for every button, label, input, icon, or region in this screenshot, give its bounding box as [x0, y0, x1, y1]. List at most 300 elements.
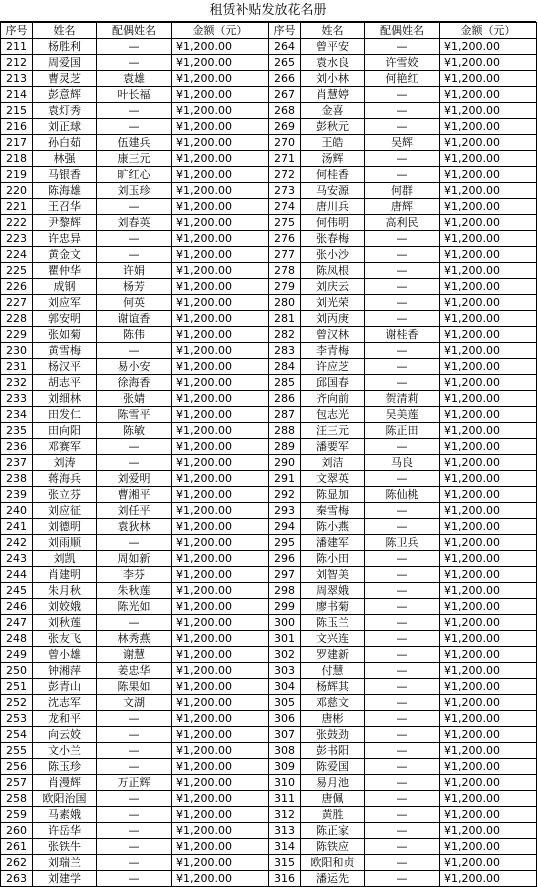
spouse-cell: 陈正田: [365, 423, 440, 439]
no-cell: 299: [269, 599, 301, 615]
name-cell: 林强: [33, 151, 97, 167]
spouse-cell: 谢慧: [97, 647, 172, 663]
spouse-cell: 康三元: [97, 151, 172, 167]
name-cell: 刘建学: [33, 871, 97, 887]
no-cell: 315: [269, 855, 301, 871]
name-cell: 龙和平: [33, 711, 97, 727]
spouse-cell: —: [365, 359, 440, 375]
no-cell: 269: [269, 119, 301, 135]
no-cell: 288: [269, 423, 301, 439]
name-cell: 金喜: [301, 103, 365, 119]
amount-cell: ¥1,200.00: [440, 599, 537, 615]
table-row: [1, 359, 537, 375]
no-cell: 305: [269, 695, 301, 711]
no-cell: 309: [269, 759, 301, 775]
amount-cell: ¥1,200.00: [440, 247, 537, 263]
spouse-cell: —: [97, 199, 172, 215]
name-cell: 陈海雄: [33, 183, 97, 199]
spouse-cell: 陈伟: [97, 327, 172, 343]
name-cell: 曾平安: [301, 39, 365, 55]
no-cell: 316: [269, 871, 301, 887]
no-cell: 285: [269, 375, 301, 391]
no-cell: 301: [269, 631, 301, 647]
amount-cell: ¥1,200.00: [440, 231, 537, 247]
no-cell: 213: [1, 71, 33, 87]
name-cell: 刘正球: [33, 119, 97, 135]
name-cell: 潘要军: [301, 439, 365, 455]
name-cell: 刘庆云: [301, 279, 365, 295]
amount-cell: ¥1,200.00: [440, 487, 537, 503]
amount-cell: ¥1,200.00: [172, 391, 269, 407]
amount-cell: ¥1,200.00: [440, 583, 537, 599]
amount-cell: ¥1,200.00: [440, 423, 537, 439]
amount-cell: ¥1,200.00: [440, 375, 537, 391]
table-row: [1, 855, 537, 871]
table-row: [1, 775, 537, 791]
spouse-cell: —: [97, 743, 172, 759]
name-cell: 彭秋元: [301, 119, 365, 135]
name-cell: 肖建明: [33, 567, 97, 583]
spouse-cell: —: [365, 279, 440, 295]
spouse-cell: —: [97, 39, 172, 55]
no-cell: 312: [269, 807, 301, 823]
spouse-cell: 袁雄: [97, 71, 172, 87]
name-cell: 蒋海兵: [33, 471, 97, 487]
amount-cell: ¥1,200.00: [172, 103, 269, 119]
header-cell-no-left: 序号: [1, 23, 33, 39]
name-cell: 陈凤根: [301, 263, 365, 279]
no-cell: 226: [1, 279, 33, 295]
no-cell: 284: [269, 359, 301, 375]
table-row: [1, 631, 537, 647]
amount-cell: ¥1,200.00: [172, 135, 269, 151]
no-cell: 228: [1, 311, 33, 327]
amount-cell: ¥1,200.00: [172, 151, 269, 167]
amount-cell: ¥1,200.00: [172, 871, 269, 887]
name-cell: 秦雪梅: [301, 503, 365, 519]
no-cell: 302: [269, 647, 301, 663]
name-cell: 彭意辉: [33, 87, 97, 103]
no-cell: 258: [1, 791, 33, 807]
amount-cell: ¥1,200.00: [440, 71, 537, 87]
spouse-cell: —: [365, 519, 440, 535]
table-row: [1, 455, 537, 471]
name-cell: 刘姣娥: [33, 599, 97, 615]
no-cell: 267: [269, 87, 301, 103]
name-cell: 刘应军: [33, 295, 97, 311]
no-cell: 270: [269, 135, 301, 151]
spouse-cell: —: [365, 663, 440, 679]
spouse-cell: 陈敏: [97, 423, 172, 439]
amount-cell: ¥1,200.00: [440, 359, 537, 375]
no-cell: 295: [269, 535, 301, 551]
header-cell-amount-left: 金额（元）: [172, 23, 269, 39]
no-cell: 271: [269, 151, 301, 167]
no-cell: 218: [1, 151, 33, 167]
no-cell: 211: [1, 39, 33, 55]
amount-cell: ¥1,200.00: [172, 247, 269, 263]
no-cell: 290: [269, 455, 301, 471]
table-row: [1, 247, 537, 263]
no-cell: 217: [1, 135, 33, 151]
amount-cell: ¥1,200.00: [440, 215, 537, 231]
spouse-cell: —: [365, 119, 440, 135]
no-cell: 272: [269, 167, 301, 183]
spouse-cell: —: [365, 775, 440, 791]
no-cell: 296: [269, 551, 301, 567]
no-cell: 245: [1, 583, 33, 599]
amount-cell: ¥1,200.00: [172, 183, 269, 199]
spouse-cell: 刘任平: [97, 503, 172, 519]
no-cell: 215: [1, 103, 33, 119]
spouse-cell: —: [365, 87, 440, 103]
amount-cell: ¥1,200.00: [172, 695, 269, 711]
no-cell: 293: [269, 503, 301, 519]
no-cell: 252: [1, 695, 33, 711]
spouse-cell: —: [365, 375, 440, 391]
amount-cell: ¥1,200.00: [172, 39, 269, 55]
amount-cell: ¥1,200.00: [172, 631, 269, 647]
no-cell: 311: [269, 791, 301, 807]
spouse-cell: 谢桂香: [365, 327, 440, 343]
table-row: [1, 551, 537, 567]
no-cell: 225: [1, 263, 33, 279]
amount-cell: ¥1,200.00: [172, 87, 269, 103]
name-cell: 张春梅: [301, 231, 365, 247]
amount-cell: ¥1,200.00: [440, 151, 537, 167]
no-cell: 230: [1, 343, 33, 359]
amount-cell: ¥1,200.00: [172, 375, 269, 391]
spouse-cell: —: [365, 263, 440, 279]
amount-cell: ¥1,200.00: [172, 791, 269, 807]
spouse-cell: 袁狄林: [97, 519, 172, 535]
table-row: [1, 103, 537, 119]
no-cell: 297: [269, 567, 301, 583]
table-row: [1, 55, 537, 71]
table-row: [1, 823, 537, 839]
no-cell: 224: [1, 247, 33, 263]
amount-cell: ¥1,200.00: [440, 791, 537, 807]
no-cell: 300: [269, 615, 301, 631]
spouse-cell: —: [365, 311, 440, 327]
table-row: [1, 791, 537, 807]
spouse-cell: —: [97, 823, 172, 839]
name-cell: 周爱国: [33, 55, 97, 71]
no-cell: 303: [269, 663, 301, 679]
no-cell: 281: [269, 311, 301, 327]
spouse-cell: 旷红心: [97, 167, 172, 183]
name-cell: 刘秋莲: [33, 615, 97, 631]
no-cell: 237: [1, 455, 33, 471]
name-cell: 文兴连: [301, 631, 365, 647]
name-cell: 潘建军: [301, 535, 365, 551]
table-row: [1, 375, 537, 391]
no-cell: 274: [269, 199, 301, 215]
no-cell: 307: [269, 727, 301, 743]
spouse-cell: —: [365, 599, 440, 615]
name-cell: 张如菊: [33, 327, 97, 343]
name-cell: 刘雨顺: [33, 535, 97, 551]
amount-cell: ¥1,200.00: [440, 407, 537, 423]
name-cell: 刘丙庚: [301, 311, 365, 327]
name-cell: 刘涛: [33, 455, 97, 471]
name-cell: 刘德明: [33, 519, 97, 535]
table-row: [1, 151, 537, 167]
table-row: [1, 743, 537, 759]
spouse-cell: —: [365, 103, 440, 119]
spouse-cell: 马良: [365, 455, 440, 471]
spouse-cell: 陈卫兵: [365, 535, 440, 551]
spouse-cell: —: [97, 231, 172, 247]
amount-cell: ¥1,200.00: [440, 775, 537, 791]
spouse-cell: 万正辉: [97, 775, 172, 791]
amount-cell: ¥1,200.00: [172, 663, 269, 679]
no-cell: 266: [269, 71, 301, 87]
name-cell: 黄金文: [33, 247, 97, 263]
no-cell: 306: [269, 711, 301, 727]
spouse-cell: —: [97, 247, 172, 263]
name-cell: 齐向前: [301, 391, 365, 407]
spouse-cell: —: [365, 295, 440, 311]
no-cell: 275: [269, 215, 301, 231]
no-cell: 280: [269, 295, 301, 311]
no-cell: 227: [1, 295, 33, 311]
table-row: [1, 279, 537, 295]
amount-cell: ¥1,200.00: [440, 263, 537, 279]
amount-cell: ¥1,200.00: [172, 807, 269, 823]
name-cell: 沈志军: [33, 695, 97, 711]
amount-cell: ¥1,200.00: [172, 311, 269, 327]
name-cell: 成钢: [33, 279, 97, 295]
amount-cell: ¥1,200.00: [440, 343, 537, 359]
name-cell: 郭安明: [33, 311, 97, 327]
amount-cell: ¥1,200.00: [440, 839, 537, 855]
amount-cell: ¥1,200.00: [440, 455, 537, 471]
amount-cell: ¥1,200.00: [172, 855, 269, 871]
table-row: [1, 263, 537, 279]
table-row: [1, 647, 537, 663]
roster-body: [1, 39, 537, 887]
amount-cell: ¥1,200.00: [172, 231, 269, 247]
table-row: [1, 407, 537, 423]
no-cell: 239: [1, 487, 33, 503]
amount-cell: ¥1,200.00: [440, 311, 537, 327]
name-cell: 欧阳治国: [33, 791, 97, 807]
amount-cell: ¥1,200.00: [172, 679, 269, 695]
amount-cell: ¥1,200.00: [440, 727, 537, 743]
spouse-cell: —: [365, 871, 440, 887]
name-cell: 刘光荣: [301, 295, 365, 311]
amount-cell: ¥1,200.00: [440, 439, 537, 455]
amount-cell: ¥1,200.00: [172, 839, 269, 855]
name-cell: 马素娥: [33, 807, 97, 823]
name-cell: 汤辉: [301, 151, 365, 167]
spouse-cell: —: [365, 647, 440, 663]
no-cell: 236: [1, 439, 33, 455]
name-cell: 袁水良: [301, 55, 365, 71]
spouse-cell: —: [97, 103, 172, 119]
amount-cell: ¥1,200.00: [440, 855, 537, 871]
no-cell: 235: [1, 423, 33, 439]
amount-cell: ¥1,200.00: [440, 759, 537, 775]
spouse-cell: —: [97, 455, 172, 471]
no-cell: 219: [1, 167, 33, 183]
amount-cell: ¥1,200.00: [172, 423, 269, 439]
spouse-cell: —: [365, 631, 440, 647]
no-cell: 282: [269, 327, 301, 343]
no-cell: 244: [1, 567, 33, 583]
amount-cell: ¥1,200.00: [440, 503, 537, 519]
spouse-cell: 陈果如: [97, 679, 172, 695]
name-cell: 汪三元: [301, 423, 365, 439]
name-cell: 何伟明: [301, 215, 365, 231]
name-cell: 陈显加: [301, 487, 365, 503]
name-cell: 马银香: [33, 167, 97, 183]
amount-cell: ¥1,200.00: [172, 551, 269, 567]
amount-cell: ¥1,200.00: [172, 615, 269, 631]
name-cell: 田发仁: [33, 407, 97, 423]
table-row: [1, 215, 537, 231]
amount-cell: ¥1,200.00: [172, 455, 269, 471]
amount-cell: ¥1,200.00: [172, 775, 269, 791]
amount-cell: ¥1,200.00: [172, 823, 269, 839]
spouse-cell: 周如新: [97, 551, 172, 567]
name-cell: 钟湘萍: [33, 663, 97, 679]
amount-cell: ¥1,200.00: [172, 567, 269, 583]
spouse-cell: —: [365, 695, 440, 711]
spouse-cell: 吴辉: [365, 135, 440, 151]
spouse-cell: —: [365, 439, 440, 455]
spouse-cell: —: [365, 615, 440, 631]
spouse-cell: 姜忠华: [97, 663, 172, 679]
header-cell-no-right: 序号: [269, 23, 301, 39]
name-cell: 刘应征: [33, 503, 97, 519]
amount-cell: ¥1,200.00: [440, 551, 537, 567]
name-cell: 邓赛军: [33, 439, 97, 455]
no-cell: 292: [269, 487, 301, 503]
name-cell: 曾小雄: [33, 647, 97, 663]
amount-cell: ¥1,200.00: [172, 535, 269, 551]
name-cell: 陈爱国: [301, 759, 365, 775]
name-cell: 田向阳: [33, 423, 97, 439]
no-cell: 261: [1, 839, 33, 855]
spouse-cell: 刘春英: [97, 215, 172, 231]
name-cell: 刘小林: [301, 71, 365, 87]
amount-cell: ¥1,200.00: [440, 695, 537, 711]
no-cell: 273: [269, 183, 301, 199]
no-cell: 265: [269, 55, 301, 71]
spouse-cell: —: [365, 151, 440, 167]
no-cell: 214: [1, 87, 33, 103]
name-cell: 胡志平: [33, 375, 97, 391]
spouse-cell: 曹湘平: [97, 487, 172, 503]
table-row: [1, 423, 537, 439]
table-row: [1, 487, 537, 503]
amount-cell: ¥1,200.00: [172, 519, 269, 535]
name-cell: 黄胜: [301, 807, 365, 823]
name-cell: 黄雪梅: [33, 343, 97, 359]
table-row: [1, 231, 537, 247]
amount-cell: ¥1,200.00: [440, 55, 537, 71]
amount-cell: ¥1,200.00: [172, 167, 269, 183]
amount-cell: ¥1,200.00: [172, 263, 269, 279]
no-cell: 277: [269, 247, 301, 263]
no-cell: 294: [269, 519, 301, 535]
table-row: [1, 583, 537, 599]
amount-cell: ¥1,200.00: [440, 615, 537, 631]
name-cell: 张铁牛: [33, 839, 97, 855]
name-cell: 张友飞: [33, 631, 97, 647]
table-row: [1, 71, 537, 87]
table-row: [1, 439, 537, 455]
spouse-cell: 贺清莉: [365, 391, 440, 407]
spouse-cell: —: [365, 823, 440, 839]
no-cell: 310: [269, 775, 301, 791]
table-row: [1, 519, 537, 535]
spouse-cell: 陈光如: [97, 599, 172, 615]
table-row: [1, 295, 537, 311]
header-cell-name-right: 姓名: [301, 23, 365, 39]
no-cell: 240: [1, 503, 33, 519]
name-cell: 刘凯: [33, 551, 97, 567]
no-cell: 291: [269, 471, 301, 487]
name-cell: 瞿仲华: [33, 263, 97, 279]
no-cell: 279: [269, 279, 301, 295]
spouse-cell: —: [365, 839, 440, 855]
amount-cell: ¥1,200.00: [172, 279, 269, 295]
table-row: [1, 471, 537, 487]
amount-cell: ¥1,200.00: [440, 807, 537, 823]
name-cell: 袁灯秀: [33, 103, 97, 119]
no-cell: 232: [1, 375, 33, 391]
no-cell: 216: [1, 119, 33, 135]
spouse-cell: —: [365, 231, 440, 247]
name-cell: 廖书菊: [301, 599, 365, 615]
table-row: [1, 711, 537, 727]
spouse-cell: —: [97, 839, 172, 855]
spouse-cell: —: [97, 615, 172, 631]
spouse-cell: 许娟: [97, 263, 172, 279]
table-row: [1, 759, 537, 775]
spouse-cell: —: [365, 743, 440, 759]
table-row: [1, 39, 537, 55]
no-cell: 283: [269, 343, 301, 359]
no-cell: 308: [269, 743, 301, 759]
amount-cell: ¥1,200.00: [172, 215, 269, 231]
name-cell: 唐佩: [301, 791, 365, 807]
spouse-cell: —: [365, 471, 440, 487]
name-cell: 彭青山: [33, 679, 97, 695]
table-row: [1, 695, 537, 711]
name-cell: 肖漫辉: [33, 775, 97, 791]
no-cell: 250: [1, 663, 33, 679]
name-cell: 潘运先: [301, 871, 365, 887]
spouse-cell: —: [97, 791, 172, 807]
amount-cell: ¥1,200.00: [172, 743, 269, 759]
name-cell: 曹灵芝: [33, 71, 97, 87]
spouse-cell: —: [365, 727, 440, 743]
header-row: [1, 23, 537, 39]
no-cell: 298: [269, 583, 301, 599]
spouse-cell: —: [97, 871, 172, 887]
amount-cell: ¥1,200.00: [440, 183, 537, 199]
amount-cell: ¥1,200.00: [440, 119, 537, 135]
table-row: [1, 599, 537, 615]
table-row: [1, 119, 537, 135]
amount-cell: ¥1,200.00: [172, 471, 269, 487]
spouse-cell: 叶长福: [97, 87, 172, 103]
amount-cell: ¥1,200.00: [172, 647, 269, 663]
